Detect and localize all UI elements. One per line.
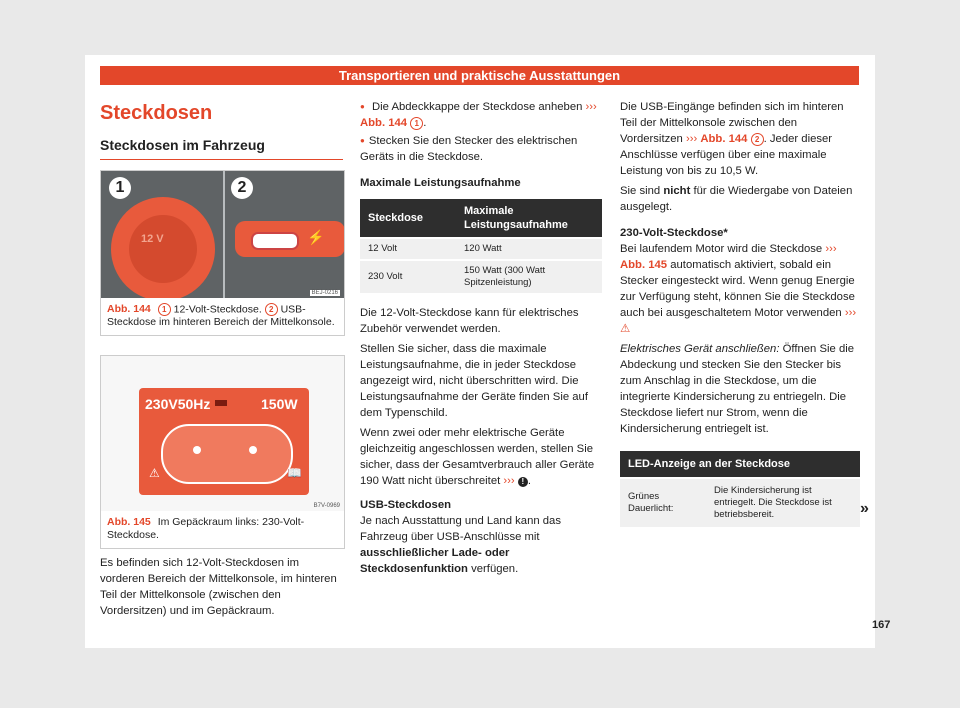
table-cell: 120 Watt bbox=[456, 238, 602, 260]
paragraph: Stellen Sie sicher, dass die maximale Leistungsaufnahme, die in jeder Steckdose angezeigt wird, nicht überschritten wird. Die Leistungsaufnahme der Geräte finden Sie auf dem Typenschild. bbox=[360, 343, 588, 420]
arrow-ref: ››› bbox=[503, 475, 515, 488]
manual-icon: 📖 bbox=[287, 466, 302, 480]
figure-link[interactable]: Abb. 144 bbox=[360, 117, 408, 130]
bullet-2 bbox=[360, 133, 602, 165]
socket-230v-title: 230-Volt-Steckdose* bbox=[620, 227, 728, 239]
usb-text: verfügen. bbox=[471, 563, 519, 576]
paragraph-text: . Jeder dieser Anschlüsse verfügen über eine maximale Leistung von bis zu 10,5 W. bbox=[620, 133, 833, 177]
usb-paragraph bbox=[360, 513, 602, 577]
paragraph-text: Sie sind bbox=[620, 185, 661, 197]
socket-face bbox=[161, 424, 293, 484]
paragraph-text: für die Wiedergabe von Dateien ausgelegt. bbox=[620, 185, 853, 213]
table-row bbox=[360, 260, 602, 293]
info-icon[interactable]: ! bbox=[518, 477, 528, 487]
led-indicator bbox=[215, 400, 227, 406]
caption-text-b: USB-Steckdose im hinteren Bereich der Mittelkonsole. bbox=[107, 303, 335, 329]
ref-number-1: 1 bbox=[158, 303, 171, 316]
paragraph-text: Bei laufendem Motor wird die Steckdose bbox=[620, 243, 823, 255]
intro-paragraph: Es befinden sich 12-Volt-Steckdosen im vorderen Bereich der Mittelkonsole, im hinteren Teil der Mittelkonsole (zwischen den Vordersitzen) und im Gepäckraum. bbox=[100, 557, 337, 617]
table-row bbox=[360, 238, 602, 260]
arrow-ref: ››› bbox=[825, 243, 837, 255]
charge-icon: ⚡ bbox=[307, 229, 325, 245]
paragraph-text: automatisch aktiviert, sobald ein Stecker eingesteckt wird. Wenn genug Energie zur Verfügung steht, können Sie die Steckdose auch bei ausgeschaltetem Motor verwenden bbox=[620, 259, 855, 319]
page-number: 167 bbox=[872, 619, 891, 631]
paragraph bbox=[620, 341, 860, 437]
badge-1: 1 bbox=[109, 177, 131, 199]
subsection-title: Steckdosen im Fahrzeug bbox=[100, 137, 343, 160]
arrow-ref: ››› bbox=[685, 133, 698, 145]
ref-number: 2 bbox=[751, 133, 764, 146]
paragraph-italic: Elektrisches Gerät anschließen: bbox=[620, 343, 780, 355]
figure-code: B7V-0969 bbox=[313, 503, 340, 509]
usb-text: Je nach Ausstattung und Land kann das Fahrzeug über USB-Anschlüsse mit bbox=[360, 515, 561, 544]
section-title: Steckdosen bbox=[100, 102, 213, 124]
paragraph-text: Wenn zwei oder mehr elektrische Geräte gleichzeitig angeschlossen werden, stellen Sie sicher, dass der Gesamtverbrauch aller Geräte 190 Watt nicht überschreitet bbox=[360, 427, 595, 488]
chapter-header: Transportieren und praktische Ausstattungen bbox=[100, 66, 859, 85]
warning-icon[interactable]: ⚠ bbox=[620, 323, 631, 335]
paragraph bbox=[620, 183, 860, 215]
arrow-ref: ››› bbox=[844, 307, 857, 319]
column-3 bbox=[620, 99, 860, 527]
figure-145 bbox=[100, 355, 345, 549]
table-cell: Die Kindersicherung ist entriegelt. Die Steckdose ist betriebsbereit. bbox=[706, 478, 860, 527]
column-2 bbox=[360, 99, 602, 577]
paragraph-bold: nicht bbox=[663, 185, 691, 197]
paragraph bbox=[620, 241, 860, 337]
figure-ref: Abb. 144 bbox=[107, 303, 151, 316]
figure-144-caption bbox=[101, 298, 344, 335]
table-header: LED-Anzeige an der Steckdose bbox=[620, 451, 860, 478]
badge-2: 2 bbox=[231, 177, 253, 199]
figure-145-caption bbox=[101, 511, 344, 548]
bullet-2-text: Stecken Sie den Stecker des elektrischen Geräts in die Steckdose. bbox=[360, 135, 578, 164]
paragraph-text: Öffnen Sie die Abdeckung und stecken Sie den Stecker bis zum Anschlag in die Steckdose, um die integrierte Kindersicherung zu entriegeln. Die Steckdose liefert nur Strom, wenn die Kindersicherung entriegelt ist. bbox=[620, 343, 855, 435]
table-cell: 12 Volt bbox=[360, 238, 456, 260]
power-label: 150W bbox=[261, 396, 298, 412]
power-table bbox=[360, 199, 602, 293]
figure-link[interactable]: Abb. 145 bbox=[620, 259, 668, 271]
voltage-label: 230V50Hz bbox=[145, 396, 211, 412]
socket-label: 12 V bbox=[141, 233, 164, 245]
usb-title: USB-Steckdosen bbox=[360, 499, 452, 512]
figure-144-image bbox=[101, 171, 344, 298]
figure-code: BEJ-0216 bbox=[311, 290, 338, 296]
ref-number: 1 bbox=[410, 117, 423, 130]
table-cell: 150 Watt (300 Watt Spitzenleistung) bbox=[456, 260, 602, 293]
paragraph: Wenn zwei oder mehr elektrische Geräte gleichzeitig angeschlossen werden, stellen Sie sicher, dass der Gesamtverbrauch aller Geräte 190 Watt nicht überschreitet ››› ! . bbox=[360, 427, 595, 488]
table-header: Maximale Leistungsaufnahme bbox=[456, 199, 602, 238]
paragraph-text: Die USB-Eingänge befinden sich im hinteren Teil der Mittelkonsole zwischen den Vordersitzen bbox=[620, 101, 844, 145]
table-cell: Grünes Dauerlicht: bbox=[620, 478, 706, 527]
ref-number-2: 2 bbox=[265, 303, 278, 316]
usb-bold: ausschließlicher Lade- oder Steckdosenfunktion bbox=[360, 547, 510, 576]
led-table bbox=[620, 451, 860, 527]
table-header: Steckdose bbox=[360, 199, 456, 238]
warning-icon: ⚠ bbox=[149, 466, 160, 480]
figure-145-image bbox=[101, 356, 344, 511]
continue-arrow: » bbox=[860, 500, 869, 517]
bullet-1: ● Die Abdeckkappe der Steckdose anheben ››› Abb. 144 1 . bbox=[360, 99, 602, 131]
paragraph: Die 12-Volt-Steckdose kann für elektrisches Zubehör verwendet werden. bbox=[360, 307, 579, 336]
figure-ref: Abb. 145 bbox=[107, 516, 151, 528]
arrow-ref: ››› bbox=[585, 101, 597, 113]
figure-link[interactable]: Abb. 144 bbox=[700, 133, 748, 145]
paragraph bbox=[620, 99, 860, 179]
figure-144 bbox=[100, 170, 345, 336]
max-power-title: Maximale Leistungsaufnahme bbox=[360, 177, 521, 190]
usb-c-port bbox=[251, 232, 299, 250]
table-cell: 230 Volt bbox=[360, 260, 456, 293]
caption-text: Im Gepäckraum links: 230-Volt-Steckdose. bbox=[107, 516, 305, 541]
caption-text-a: 12-Volt-Steckdose. bbox=[173, 303, 262, 316]
table-row bbox=[620, 478, 860, 527]
bullet-1-text: Die Abdeckkappe der Steckdose anheben bbox=[371, 101, 583, 113]
